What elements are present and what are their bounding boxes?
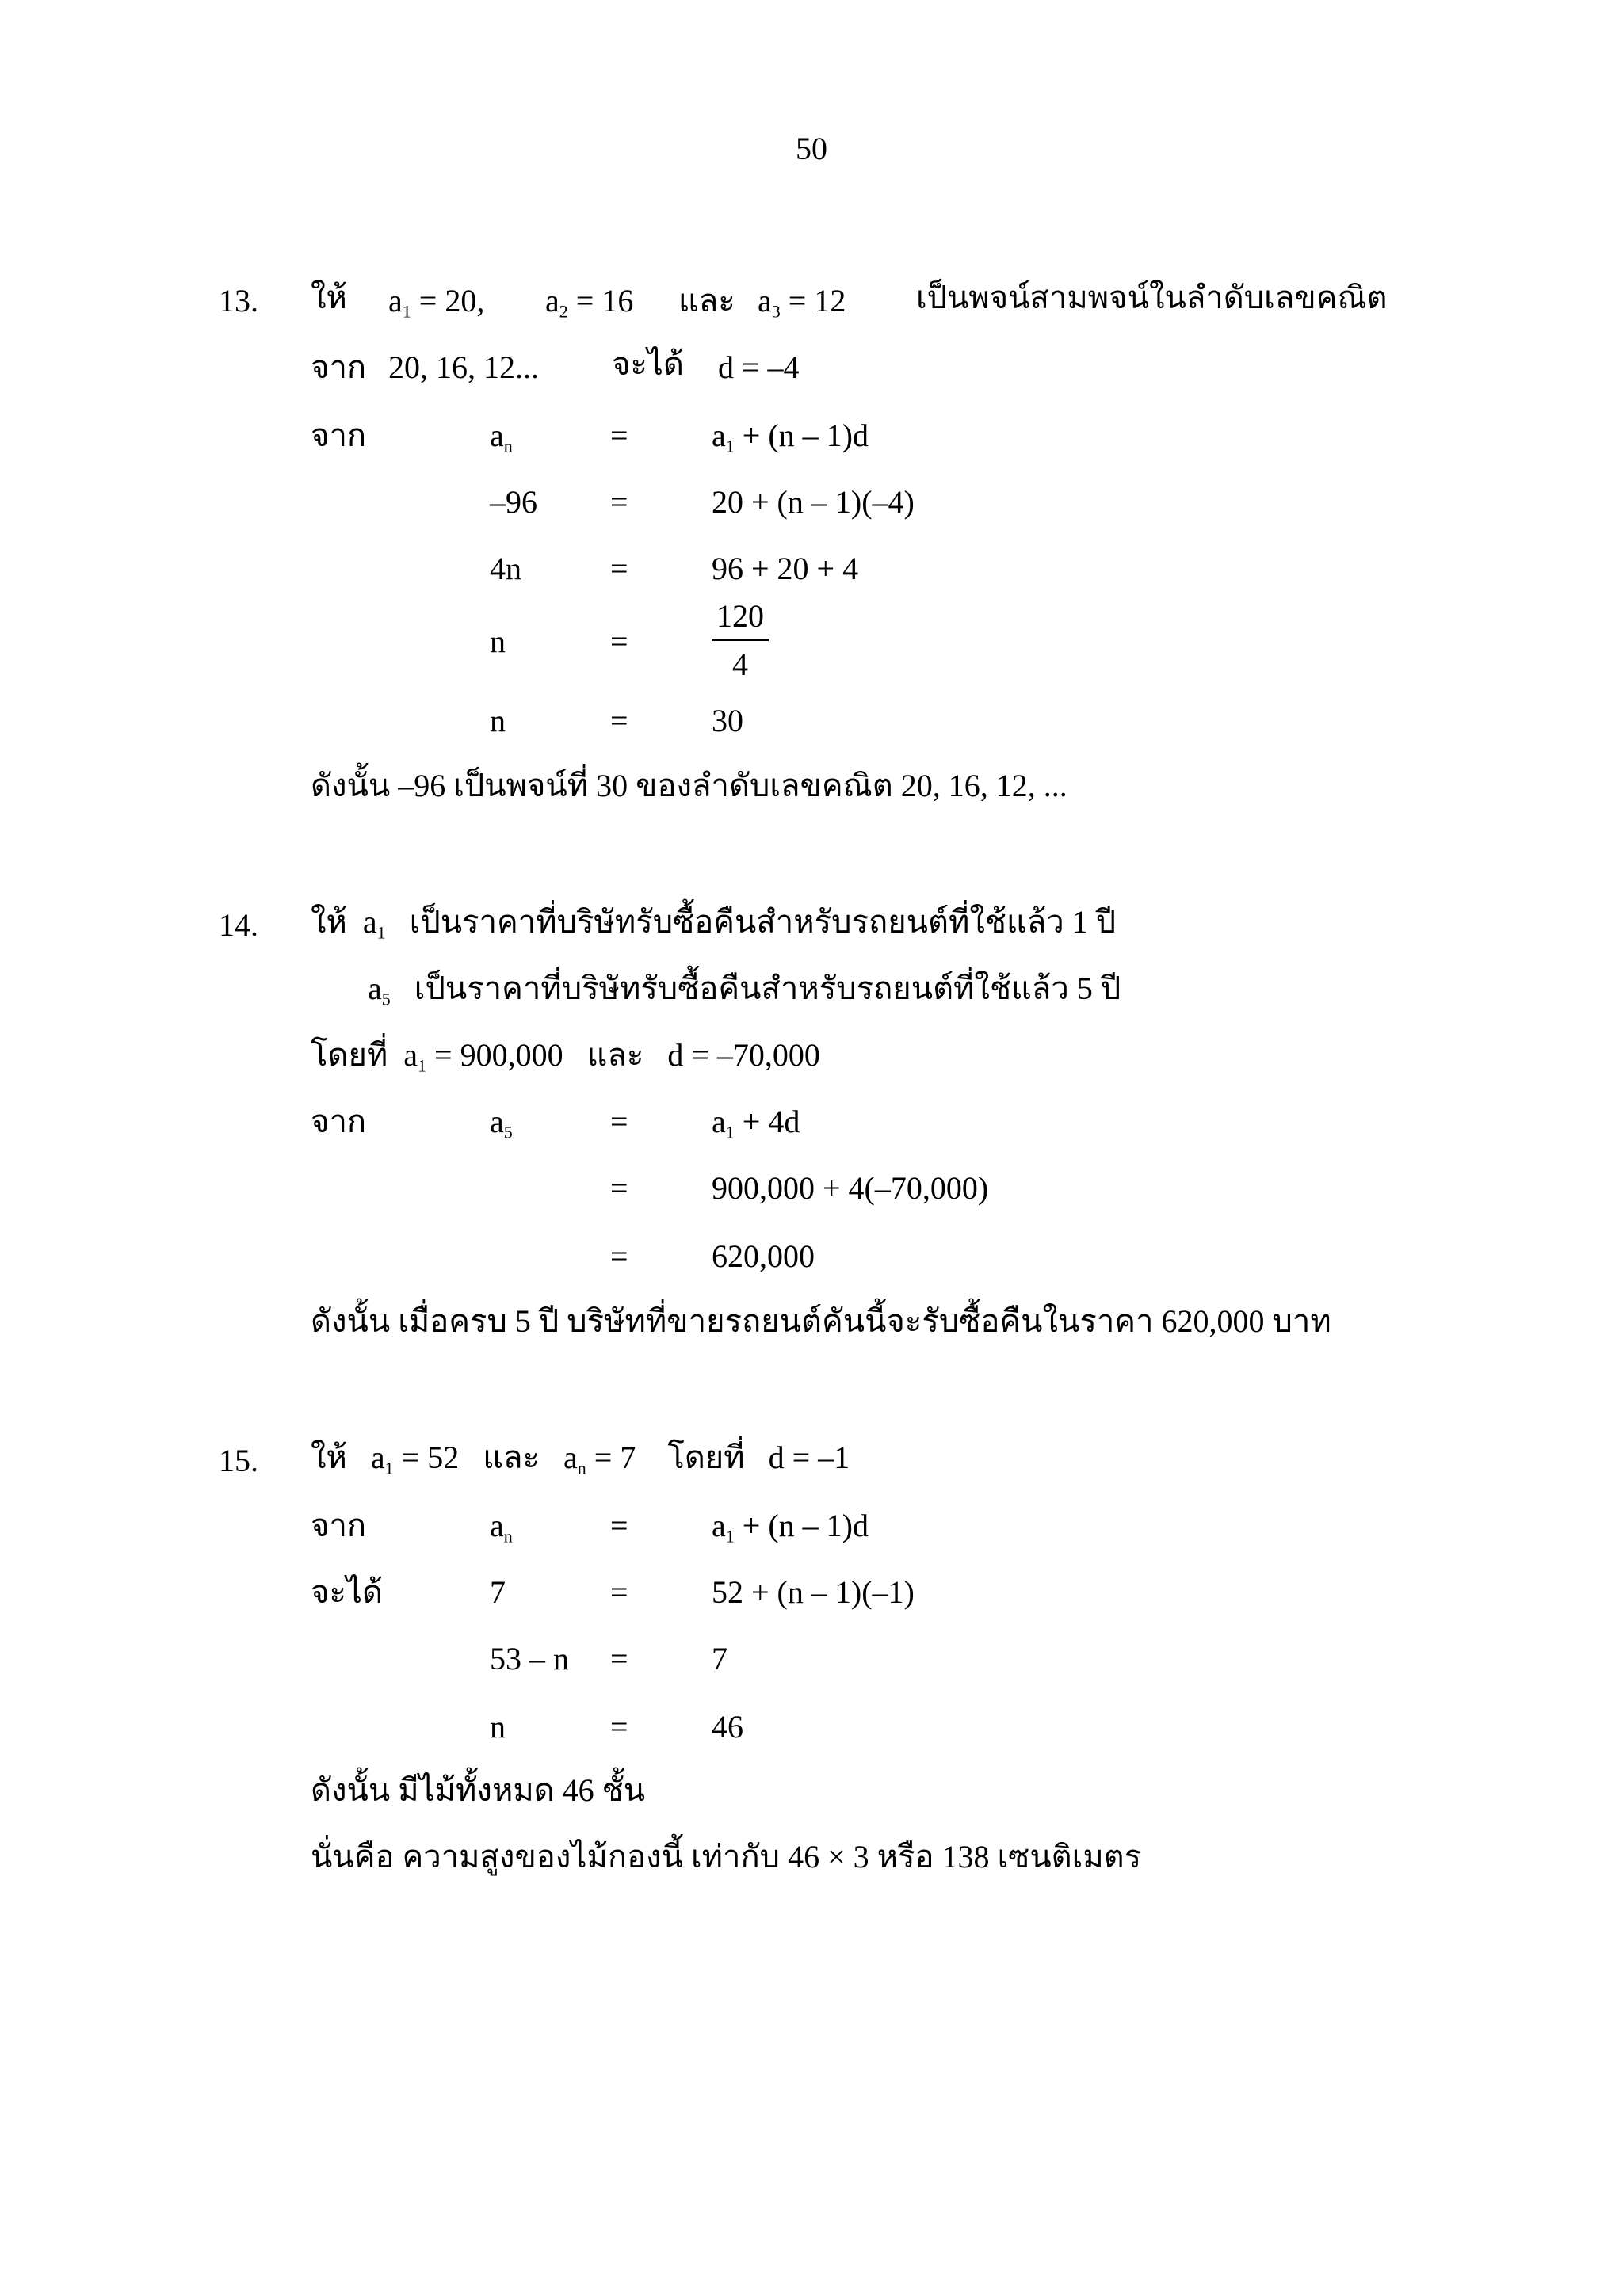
problem-13-number: 13. bbox=[219, 283, 258, 318]
problem-15-number: 15. bbox=[219, 1443, 258, 1478]
problem-15-row3-rhs: 7 bbox=[712, 1641, 727, 1676]
problem-15-row2-rhs: 52 + (n – 1)(–1) bbox=[712, 1574, 915, 1610]
problem-15-row1-lhs: $a_n$ bbox=[490, 1508, 513, 1547]
problem-13-a2: $a_2 = 16$ bbox=[545, 283, 634, 322]
problem-14-line1: ให้ $a_1$ เป็นราคาที่บริษัทรับซื้อคืนสำหรับรถยนต์ที่ใช้แล้ว 1 ปี bbox=[311, 904, 1117, 943]
problem-13-line2-prefix: จาก bbox=[311, 349, 367, 385]
problem-13-frac-lhs: n bbox=[490, 624, 506, 659]
problem-15-line1: ให้ $a_1 = 52$ และ $a_n = 7$ โดยที่ d = –1 bbox=[311, 1440, 850, 1478]
problem-15-conclusion-1: ดังนั้น มีไม้ทั้งหมด 46 ชั้น bbox=[311, 1772, 646, 1808]
problem-13-from-label: จาก bbox=[311, 418, 367, 453]
problem-14-row2-rhs: 900,000 + 4(–70,000) bbox=[712, 1170, 989, 1206]
problem-15-row2-lhs: 7 bbox=[490, 1574, 506, 1610]
problem-13-fraction bbox=[712, 598, 769, 682]
problem-13-conclusion: ดังนั้น –96 เป็นพจน์ที่ 30 ของลำดับเลขคณิต 20, 16, 12, ... bbox=[311, 768, 1067, 803]
problem-13-frac-eq: = bbox=[610, 624, 628, 659]
problem-14-row2-eq: = bbox=[610, 1170, 628, 1206]
problem-15-row1-eq: = bbox=[610, 1508, 628, 1543]
problem-13-a1: $a_1 = 20$, bbox=[388, 283, 485, 322]
problem-13-and: และ bbox=[678, 283, 735, 318]
fraction-denominator: 4 bbox=[732, 646, 748, 682]
problem-15-get-label: จะได้ bbox=[311, 1574, 384, 1610]
problem-13-sequence: 20, 16, 12... bbox=[388, 349, 539, 385]
problem-13-row3-rhs: 96 + 20 + 4 bbox=[712, 551, 859, 586]
problem-14-row1-eq: = bbox=[610, 1104, 628, 1139]
problem-14-line2: $a_5$ เป็นราคาที่บริษัทรับซื้อคืนสำหรับรถยนต์ที่ใช้แล้ว 5 ปี bbox=[368, 971, 1121, 1009]
problem-13-intro-suffix: เป็นพจน์สามพจน์ในลำดับเลขคณิต bbox=[916, 280, 1388, 315]
problem-15-conclusion-2: นั่นคือ ความสูงของไม้กองนี้ เท่ากับ 46 × 3 หรือ 138 เซนติเมตร bbox=[311, 1839, 1142, 1875]
problem-13-d-value: d = –4 bbox=[718, 349, 800, 385]
problem-13-last-rhs: 30 bbox=[712, 703, 743, 738]
problem-14-row3-eq: = bbox=[610, 1238, 628, 1274]
problem-13-row2-rhs: 20 + (n – 1)(–4) bbox=[712, 484, 915, 520]
problem-13-row1-lhs: $a_n$ bbox=[490, 418, 513, 456]
problem-13-last-lhs: n bbox=[490, 703, 506, 738]
fraction-numerator: 120 bbox=[712, 601, 769, 641]
problem-14-line3: โดยที่ $a_1 = 900,000$ และ d = –70,000 bbox=[311, 1037, 820, 1076]
problem-14-number: 14. bbox=[219, 907, 258, 943]
problem-13-row3-lhs: 4n bbox=[490, 551, 521, 586]
problem-15-row4-eq: = bbox=[610, 1709, 628, 1745]
problem-14-row3-rhs: 620,000 bbox=[712, 1238, 815, 1274]
problem-13-row2-lhs: –96 bbox=[490, 484, 537, 520]
problem-14-row1-lhs: $a_5$ bbox=[490, 1104, 513, 1142]
problem-13-a3: $a_3 = 12$ bbox=[758, 283, 846, 322]
problem-13-last-eq: = bbox=[610, 703, 628, 738]
problem-13-row1-eq: = bbox=[610, 418, 628, 453]
problem-15-row1-rhs: $a_1 + (n - 1)d$ bbox=[712, 1508, 869, 1547]
problem-13-intro-prefix: ให้ bbox=[311, 280, 347, 315]
problem-13-row1-rhs: $a_1 + (n - 1)d$ bbox=[712, 418, 869, 456]
problem-15-row3-eq: = bbox=[610, 1641, 628, 1676]
problem-13-line2-mid: จะได้ bbox=[612, 346, 685, 382]
problem-15-row2-eq: = bbox=[610, 1574, 628, 1610]
problem-15-row3-lhs: 53 – n bbox=[490, 1641, 569, 1676]
problem-15-row4-rhs: 46 bbox=[712, 1709, 743, 1745]
problem-15-from-label: จาก bbox=[311, 1508, 367, 1543]
problem-14-conclusion: ดังนั้น เมื่อครบ 5 ปี บริษัทที่ขายรถยนต์คันนี้จะรับซื้อคืนในราคา 620,000 บาท bbox=[311, 1303, 1331, 1339]
problem-13-row2-eq: = bbox=[610, 484, 628, 520]
problem-13-row3-eq: = bbox=[610, 551, 628, 586]
problem-15-row4-lhs: n bbox=[490, 1709, 506, 1745]
problem-14-row1-rhs: $a_1 + 4d$ bbox=[712, 1104, 800, 1142]
page-number: 50 bbox=[796, 131, 827, 166]
problem-14-from-label: จาก bbox=[311, 1104, 367, 1139]
